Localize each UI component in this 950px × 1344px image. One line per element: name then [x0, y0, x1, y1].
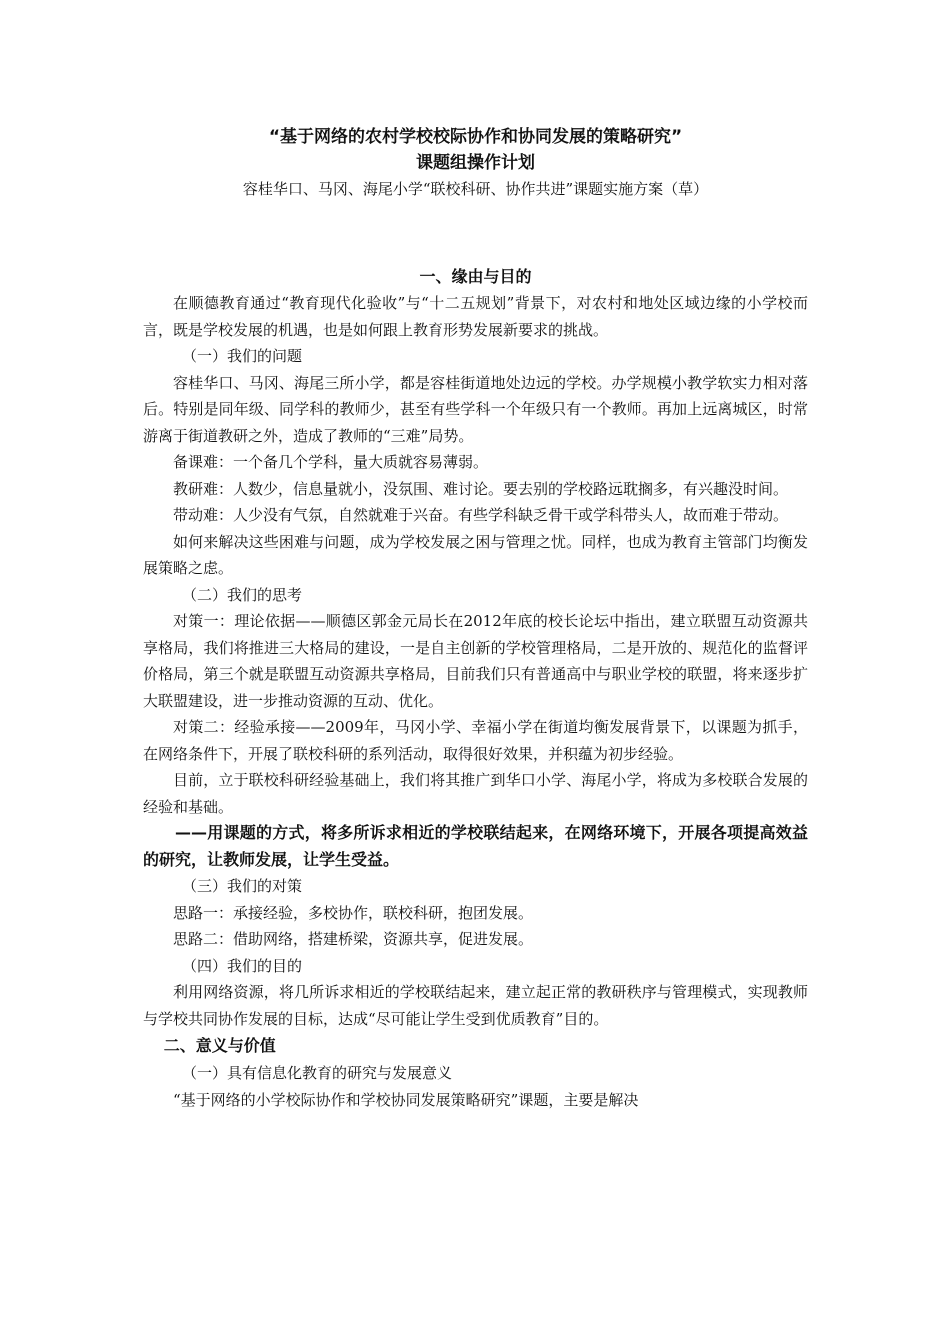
- subheading-problems: （一）我们的问题: [182, 347, 303, 365]
- section-heading-1: 一、缘由与目的: [419, 267, 532, 286]
- section-heading-2: 二、意义与价值: [163, 1036, 276, 1055]
- paragraph: 思路二：借助网络，搭建桥梁，资源共享，促进发展。: [173, 930, 534, 948]
- paragraph: 对策二：经验承接——2009年，马冈小学、幸福小学在街道均衡发展背景下，以课题为抓手，在网络条件下，开展了联校科研的系列活动，取得很好效果，并积蕴为初步经验。: [143, 718, 808, 763]
- paragraph: 教研难：人数少，信息量就小，没氛围、难讨论。要去别的学校路远耽搁多，有兴趣没时间。: [173, 479, 789, 498]
- paragraph-intro: 在顺德教育通过“教育现代化验收”与“十二五规划”背景下，对农村和地处区域边缘的小学校而言，既是学校发展的机遇，也是如何跟上教育形势发展新要求的挑战。: [143, 294, 808, 339]
- document-subtitle: 容桂华口、马冈、海尾小学“联校科研、协作共进”课题实施方案（草）: [242, 180, 709, 198]
- paragraph: 如何来解决这些困难与问题，成为学校发展之困与管理之忧。同样，也成为教育主管部门均衡发展策略之虑。: [143, 532, 808, 577]
- paragraph: 目前，立于联校科研经验基础上，我们将其推广到华口小学、海尾小学，将成为多校联合发展的经验和基础。: [143, 771, 808, 816]
- paragraph: 对策一：理论依据——顺德区郭金元局长在2012年底的校长论坛中指出，建立联盟互动资源共享格局，我们将推进三大格局的建设，一是自主创新的学校管理格局，二是开放的、规范化的监督评价格局，第三个就是联盟互动资源共享格局，目前我们只有普通高中与职业学校的联盟，将来逐步扩大联盟建设，进一步推动资源的互动、优化。: [143, 612, 808, 710]
- paragraph: 思路一：承接经验，多校协作，联校科研，抱团发展。: [173, 903, 534, 922]
- document-body: [143, 118, 808, 1113]
- paragraph: 带动难：人少没有气氛，自然就难于兴奋。有些学科缺乏骨干或学科带头人，故而难于带动。: [173, 506, 789, 524]
- paragraph: 备课难：一个备几个学科，量大质就容易薄弱。: [173, 453, 489, 471]
- paragraph: 利用网络资源，将几所诉求相近的学校联结起来，建立起正常的教研秩序与管理模式，实现教师与学校共同协作发展的目标，达成“尽可能让学生受到优质教育”目的。: [143, 983, 808, 1028]
- subheading-goals: （四）我们的目的: [182, 956, 303, 975]
- subheading-thinking: （二）我们的思考: [182, 585, 303, 604]
- document-title-line2: 课题组操作计划: [416, 153, 535, 173]
- document-title: “基于网络的农村学校校际协作和协同发展的策略研究”: [268, 127, 683, 147]
- subheading-countermeasures: （三）我们的对策: [182, 877, 303, 895]
- paragraph: “基于网络的小学校际协作和学校协同发展策略研究”课题，主要是解决: [173, 1090, 639, 1109]
- bold-statement: ——用课题的方式，将多所诉求相近的学校联结起来，在网络环境下，开展各项提高效益的研究，让教师发展，让学生受益。: [143, 823, 808, 869]
- subheading-significance: （一）具有信息化教育的研究与发展意义: [182, 1064, 453, 1082]
- paragraph: 容桂华口、马冈、海尾三所小学，都是容桂街道地处边远的学校。办学规模小教学软实力相对落后。特别是同年级、同学科的教师少，甚至有些学科一个年级只有一个教师。再加上远离城区，时常游离于街道教研之外，造成了教师的“三难”局势。: [143, 373, 808, 445]
